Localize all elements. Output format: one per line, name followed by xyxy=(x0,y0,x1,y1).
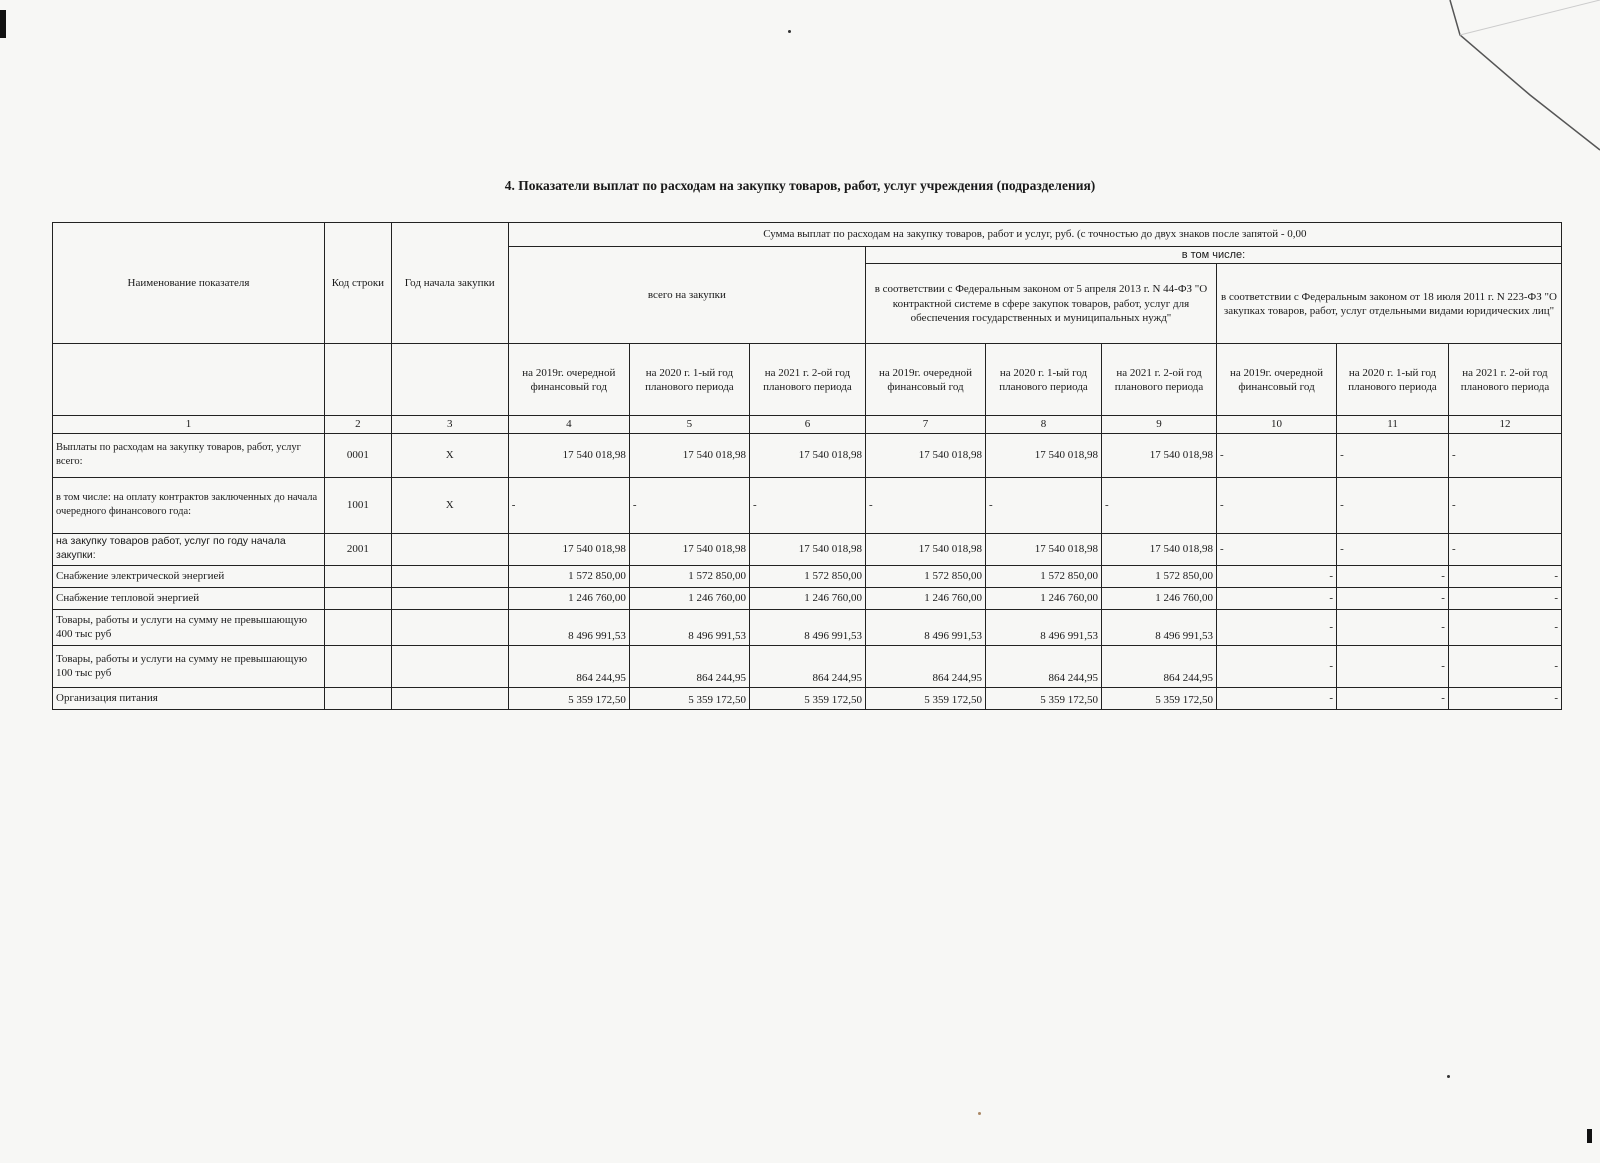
row-value: 1 572 850,00 xyxy=(1102,565,1217,587)
row-value: 5 359 172,50 xyxy=(1102,687,1217,709)
row-name: Снабжение тепловой энергией xyxy=(53,587,325,609)
page-title: 4. Показатели выплат по расходам на закупку товаров, работ, услуг учреждения (подразделения) xyxy=(504,178,1096,193)
column-number: 8 xyxy=(986,416,1102,433)
table-row xyxy=(53,433,1562,477)
row-value: 17 540 018,98 xyxy=(865,533,985,565)
row-code xyxy=(325,587,392,609)
row-value: - xyxy=(1337,687,1449,709)
header-sum: Сумма выплат по расходам на закупку товаров, работ и услуг, руб. (с точностью до двух знаков после запятой - 0,00 xyxy=(508,223,1561,247)
column-number: 10 xyxy=(1217,416,1337,433)
row-value: - xyxy=(508,477,629,533)
table-row xyxy=(53,609,1562,645)
header-period-2021: на 2021 г. 2-ой год планового периода xyxy=(1102,344,1217,416)
header-year: Год начала закупки xyxy=(391,223,508,344)
table-row xyxy=(53,587,1562,609)
scan-edge-mark xyxy=(0,10,6,38)
row-value: - xyxy=(1102,477,1217,533)
row-value: - xyxy=(629,477,749,533)
header-period-2019: на 2019г. очередной финансовый год xyxy=(1217,344,1337,416)
column-number-row xyxy=(53,416,1562,433)
header-spacer xyxy=(391,344,508,416)
row-start-year xyxy=(391,687,508,709)
row-value: 864 244,95 xyxy=(986,645,1102,687)
row-value: 17 540 018,98 xyxy=(865,433,985,477)
row-value: 17 540 018,98 xyxy=(1102,433,1217,477)
row-value: 1 572 850,00 xyxy=(865,565,985,587)
row-value: - xyxy=(1337,609,1449,645)
row-value: 1 572 850,00 xyxy=(749,565,865,587)
row-value: 5 359 172,50 xyxy=(749,687,865,709)
row-value: 17 540 018,98 xyxy=(508,533,629,565)
row-start-year: X xyxy=(391,477,508,533)
row-value: 5 359 172,50 xyxy=(986,687,1102,709)
row-value: - xyxy=(1217,645,1337,687)
column-number: 12 xyxy=(1448,416,1561,433)
header-spacer xyxy=(53,344,325,416)
table-row xyxy=(53,645,1562,687)
header-period-2019: на 2019г. очередной финансовый год xyxy=(508,344,629,416)
row-value: - xyxy=(1337,565,1449,587)
row-value: 864 244,95 xyxy=(749,645,865,687)
row-code xyxy=(325,565,392,587)
row-value: - xyxy=(1217,533,1337,565)
row-value: - xyxy=(1217,587,1337,609)
row-value: - xyxy=(1448,433,1561,477)
row-start-year xyxy=(391,609,508,645)
column-number: 2 xyxy=(325,416,392,433)
row-value: 5 359 172,50 xyxy=(865,687,985,709)
header-223fz-group: в соответствии с Федеральным законом от 18 июля 2011 г. N 223-ФЗ "О закупках товаров, работ, услуг отдельными видами юридических лиц" xyxy=(1217,264,1562,344)
row-name: Организация питания xyxy=(53,687,325,709)
row-value: 17 540 018,98 xyxy=(508,433,629,477)
row-value: - xyxy=(1337,433,1449,477)
page-fold-shadow xyxy=(1390,0,1600,170)
row-value: - xyxy=(1448,565,1561,587)
row-value: 8 496 991,53 xyxy=(508,609,629,645)
row-value: 17 540 018,98 xyxy=(749,533,865,565)
row-code: 2001 xyxy=(325,533,392,565)
row-value: 5 359 172,50 xyxy=(629,687,749,709)
column-number: 11 xyxy=(1337,416,1449,433)
row-value: - xyxy=(749,477,865,533)
row-value: 5 359 172,50 xyxy=(508,687,629,709)
row-value: - xyxy=(1448,477,1561,533)
row-value: - xyxy=(1337,533,1449,565)
column-number: 3 xyxy=(391,416,508,433)
row-value: 17 540 018,98 xyxy=(986,533,1102,565)
row-value: - xyxy=(1448,687,1561,709)
row-code: 1001 xyxy=(325,477,392,533)
row-value: 1 246 760,00 xyxy=(986,587,1102,609)
row-value: 1 572 850,00 xyxy=(986,565,1102,587)
row-value: - xyxy=(986,477,1102,533)
column-number: 4 xyxy=(508,416,629,433)
scan-edge-mark xyxy=(1587,1129,1592,1143)
column-number: 1 xyxy=(53,416,325,433)
row-value: - xyxy=(1448,609,1561,645)
row-code: 0001 xyxy=(325,433,392,477)
row-value: - xyxy=(1217,433,1337,477)
row-name: в том числе: на оплату контрактов заключенных до начала очередного финансового года: xyxy=(53,477,325,533)
row-value: 8 496 991,53 xyxy=(749,609,865,645)
table-row xyxy=(53,687,1562,709)
row-value: 8 496 991,53 xyxy=(1102,609,1217,645)
row-code xyxy=(325,645,392,687)
row-value: 17 540 018,98 xyxy=(629,533,749,565)
scan-speck xyxy=(788,30,791,33)
table-row xyxy=(53,477,1562,533)
row-value: 17 540 018,98 xyxy=(629,433,749,477)
header-period-2021: на 2021 г. 2-ой год планового периода xyxy=(749,344,865,416)
scan-speck xyxy=(1447,1075,1450,1078)
header-code: Код строки xyxy=(325,223,392,344)
row-name: на закупку товаров работ, услуг по году начала закупки: xyxy=(53,533,325,565)
row-value: 864 244,95 xyxy=(865,645,985,687)
row-value: 17 540 018,98 xyxy=(749,433,865,477)
row-value: 8 496 991,53 xyxy=(629,609,749,645)
row-name: Снабжение электрической энергией xyxy=(53,565,325,587)
table-row xyxy=(53,565,1562,587)
row-name: Товары, работы и услуги на сумму не превышающую 400 тыс руб xyxy=(53,609,325,645)
row-value: 17 540 018,98 xyxy=(1102,533,1217,565)
row-value: 1 246 760,00 xyxy=(629,587,749,609)
row-value: 1 572 850,00 xyxy=(629,565,749,587)
row-value: - xyxy=(865,477,985,533)
column-number: 6 xyxy=(749,416,865,433)
row-value: - xyxy=(1217,609,1337,645)
row-value: 17 540 018,98 xyxy=(986,433,1102,477)
column-number: 9 xyxy=(1102,416,1217,433)
row-code xyxy=(325,609,392,645)
row-value: 8 496 991,53 xyxy=(986,609,1102,645)
row-name: Выплаты по расходам на закупку товаров, работ, услуг всего: xyxy=(53,433,325,477)
row-value: - xyxy=(1217,687,1337,709)
row-value: 8 496 991,53 xyxy=(865,609,985,645)
header-total-group: всего на закупки xyxy=(508,247,865,344)
row-value: - xyxy=(1337,477,1449,533)
row-value: - xyxy=(1217,477,1337,533)
row-value: 864 244,95 xyxy=(1102,645,1217,687)
header-period-2020: на 2020 г. 1-ый год планового периода xyxy=(629,344,749,416)
row-value: 1 246 760,00 xyxy=(865,587,985,609)
column-number: 7 xyxy=(865,416,985,433)
header-period-2021: на 2021 г. 2-ой год планового периода xyxy=(1448,344,1561,416)
scan-speck xyxy=(978,1112,981,1115)
header-period-2019: на 2019г. очередной финансовый год xyxy=(865,344,985,416)
row-value: - xyxy=(1337,587,1449,609)
header-spacer xyxy=(325,344,392,416)
header-name: Наименование показателя xyxy=(53,223,325,344)
row-value: 1 572 850,00 xyxy=(508,565,629,587)
row-value: 864 244,95 xyxy=(508,645,629,687)
row-value: - xyxy=(1448,645,1561,687)
row-value: 1 246 760,00 xyxy=(749,587,865,609)
row-start-year xyxy=(391,587,508,609)
header-period-2020: на 2020 г. 1-ый год планового периода xyxy=(1337,344,1449,416)
header-period-2020: на 2020 г. 1-ый год планового периода xyxy=(986,344,1102,416)
row-code xyxy=(325,687,392,709)
row-start-year: X xyxy=(391,433,508,477)
row-value: - xyxy=(1337,645,1449,687)
payments-table xyxy=(52,222,1562,710)
row-value: 864 244,95 xyxy=(629,645,749,687)
row-value: - xyxy=(1448,587,1561,609)
table-row xyxy=(53,533,1562,565)
row-value: 1 246 760,00 xyxy=(508,587,629,609)
row-start-year xyxy=(391,533,508,565)
column-number: 5 xyxy=(629,416,749,433)
header-including: в том числе: xyxy=(865,247,1561,264)
row-start-year xyxy=(391,645,508,687)
header-44fz-group: в соответствии с Федеральным законом от 5 апреля 2013 г. N 44-ФЗ "О контрактной системе в сфере закупок товаров, работ, услуг для обеспечения государственных и муниципальных нужд" xyxy=(865,264,1216,344)
row-value: 1 246 760,00 xyxy=(1102,587,1217,609)
row-start-year xyxy=(391,565,508,587)
row-value: - xyxy=(1448,533,1561,565)
row-value: - xyxy=(1217,565,1337,587)
row-name: Товары, работы и услуги на сумму не превышающую 100 тыс руб xyxy=(53,645,325,687)
